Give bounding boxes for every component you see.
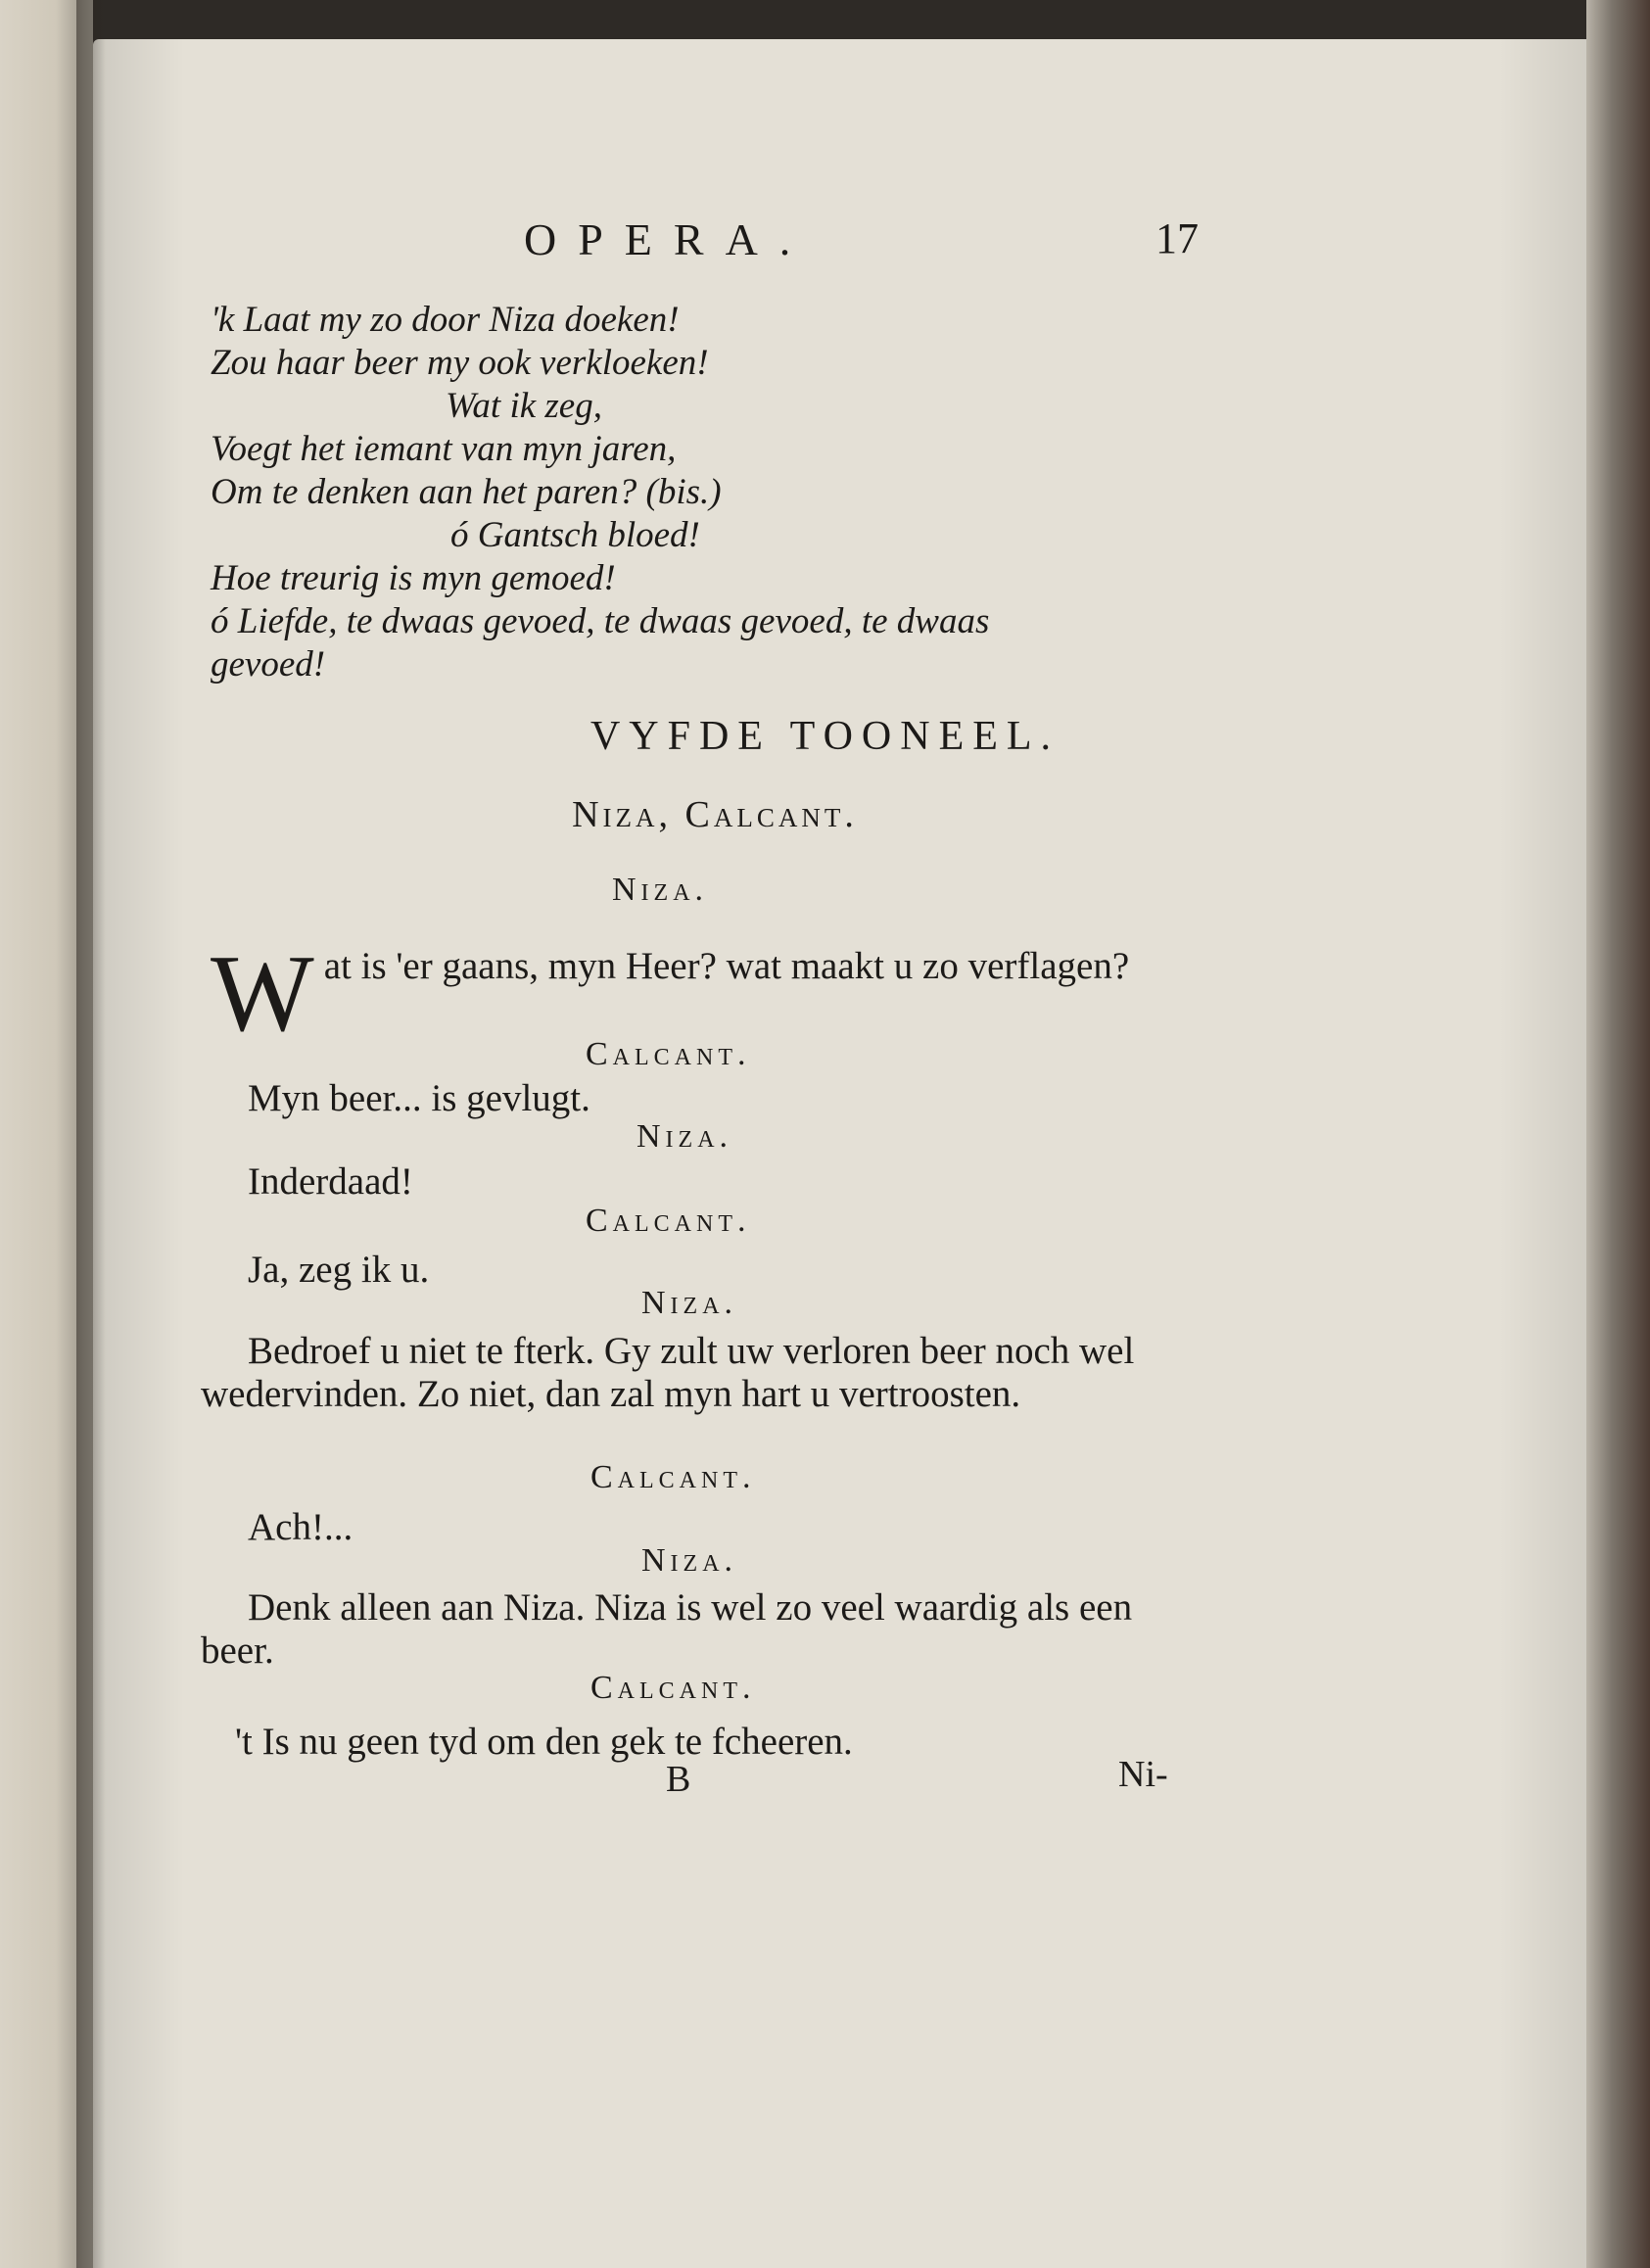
speaker-label: Niza.: [641, 1542, 738, 1579]
speech-text: Denk alleen aan Niza. Niza is wel zo veel waardig als een beer.: [201, 1586, 1133, 1672]
verse-block: [211, 299, 1209, 686]
speech-text: Ja, zeg ik u.: [248, 1249, 430, 1291]
verse-line: gevoed!: [211, 644, 326, 685]
speech-text: Ach!...: [248, 1506, 354, 1548]
speaker-label: Calcant.: [590, 1459, 756, 1495]
verse-line: ó Liefde, te dwaas gevoed, te dwaas gevoed, te dwaas: [211, 601, 990, 641]
verse-line: Zou haar beer my ook verkloeken!: [211, 343, 709, 383]
scene-characters: Niza, Calcant.: [572, 794, 858, 835]
drop-cap: W: [211, 933, 314, 1055]
verse-line: ó Gantsch bloed!: [450, 515, 700, 555]
signature-mark: B: [666, 1759, 691, 1800]
verse-line: Om te denken aan het paren? (bis.): [211, 472, 722, 512]
scene-title: VYFDE TOONEEL.: [589, 714, 1061, 759]
speaker-label: Niza.: [612, 872, 709, 908]
catchword: Ni-: [1118, 1754, 1168, 1795]
speaker-label: Niza.: [636, 1118, 733, 1155]
verse-line: Hoe treurig is myn gemoed!: [211, 558, 616, 598]
running-head-title: OPERA.: [524, 214, 813, 264]
verse-line: 'k Laat my zo door Niza doeken!: [211, 300, 680, 340]
verse-line: Wat ik zeg,: [446, 386, 602, 426]
speech-text: Inderdaad!: [248, 1160, 413, 1203]
speech-text: Bedroef u niet te fterk. Gy zult uw verloren beer noch wel wedervinden. Zo niet, dan zal myn hart u vertroosten.: [201, 1330, 1135, 1415]
book-gutter: [76, 0, 106, 2268]
speech-text: 't Is nu geen tyd om den gek te fcheeren.: [235, 1721, 853, 1763]
speech-text: Myn beer... is gevlugt.: [248, 1077, 590, 1119]
right-page-edge: [1586, 0, 1650, 2268]
verse-line: Voegt het iemant van myn jaren,: [211, 429, 677, 469]
speaker-label: Niza.: [641, 1285, 738, 1321]
speaker-label: Calcant.: [586, 1036, 751, 1072]
speaker-label: Calcant.: [590, 1670, 756, 1706]
speaker-label: Calcant.: [586, 1203, 751, 1239]
speech-body: at is 'er gaans, myn Heer? wat maakt u zo verflagen?: [323, 945, 1130, 987]
page-number: 17: [1155, 214, 1199, 262]
